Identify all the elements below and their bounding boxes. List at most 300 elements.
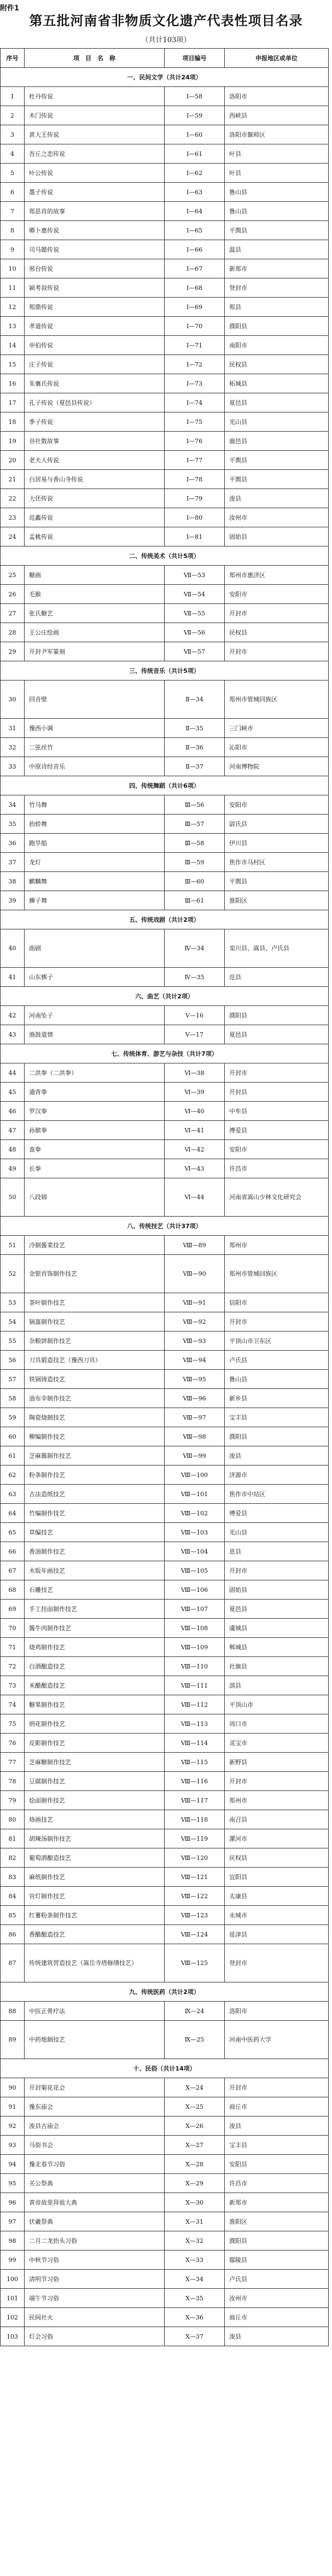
cell-region: 濮阳县: [225, 1006, 329, 1025]
cell-project-name: 柳编制作技艺: [25, 1427, 165, 1446]
cell-region: 新郑市: [225, 2193, 329, 2212]
cell-project-name: 查拳: [25, 1140, 165, 1159]
cell-region: 光山县: [225, 1523, 329, 1542]
table-row: [1, 1236, 329, 1255]
cell-region: 浚县: [225, 489, 329, 508]
table-row: [1, 585, 329, 604]
table-row: [1, 1485, 329, 1504]
cell-index: 38: [1, 872, 25, 891]
table-row: [1, 355, 329, 374]
cell-project-code: Ⅰ—67: [165, 259, 225, 278]
cell-index: 94: [1, 2155, 25, 2174]
cell-region: 开封市: [225, 1063, 329, 1083]
cell-index: 92: [1, 2116, 25, 2136]
cell-region: 卢氏县: [225, 2270, 329, 2289]
table-row: [1, 968, 329, 987]
cell-project-name: 冷制酱菜技艺: [25, 1236, 165, 1255]
cell-project-name: 皮影制作技艺: [25, 1734, 165, 1753]
cell-index: 64: [1, 1504, 25, 1523]
table-row: [1, 1331, 329, 1351]
cell-project-name: 孝道传说: [25, 317, 165, 336]
cell-region: 济源市: [225, 1466, 329, 1485]
heritage-list-table: [0, 48, 329, 2346]
cell-region: 太康县: [225, 1887, 329, 1906]
cell-project-name: 传统建筑营造技艺（嵩岳寺塔修缮技艺）: [25, 1944, 165, 1982]
cell-project-name: 芝麻糖制作技艺: [25, 1753, 165, 1772]
cell-project-name: 竹马舞: [25, 795, 165, 815]
table-row: [1, 1753, 329, 1772]
cell-project-code: Ⅲ—61: [165, 891, 225, 910]
section-heading-row: [1, 68, 329, 87]
cell-project-name: 长拳: [25, 1159, 165, 1178]
table-row: [1, 1370, 329, 1389]
cell-project-code: Ⅹ—25: [165, 2097, 225, 2116]
cell-region: 濮阳县: [225, 2231, 329, 2251]
cell-project-code: Ⅹ—30: [165, 2193, 225, 2212]
cell-index: 22: [1, 489, 25, 508]
cell-project-code: Ⅵ—42: [165, 1140, 225, 1159]
cell-project-name: 酱牛肉制作技艺: [25, 1619, 165, 1638]
cell-region: 宝丰县: [225, 2136, 329, 2155]
cell-index: 2: [1, 106, 25, 125]
cell-project-code: Ⅷ—125: [165, 1944, 225, 1982]
cell-region: 柘城县: [225, 374, 329, 393]
cell-index: 10: [1, 259, 25, 278]
cell-index: 88: [1, 2002, 25, 2021]
cell-index: 60: [1, 1427, 25, 1446]
cell-project-name: 茶叶制作技艺: [25, 1293, 165, 1312]
cell-project-name: 木门传说: [25, 106, 165, 125]
cell-project-name: 开封菊花花会: [25, 2078, 165, 2097]
cell-project-name: 司马懿传说: [25, 240, 165, 259]
cell-index: 44: [1, 1063, 25, 1083]
cell-region: 汝州市: [225, 2289, 329, 2308]
table-row: [1, 2289, 329, 2308]
cell-index: 91: [1, 2097, 25, 2116]
cell-index: 43: [1, 1025, 25, 1044]
table-row: [1, 489, 329, 508]
table-row: [1, 1714, 329, 1734]
cell-index: 75: [1, 1714, 25, 1734]
cell-index: 41: [1, 968, 25, 987]
cell-project-name: 二弦丝竹: [25, 738, 165, 757]
table-row: [1, 853, 329, 872]
cell-region: 博爱县: [225, 1121, 329, 1140]
cell-project-name: 草编技艺: [25, 1523, 165, 1542]
cell-region: 郸城县: [225, 1638, 329, 1657]
cell-index: 42: [1, 1006, 25, 1025]
cell-index: 76: [1, 1734, 25, 1753]
table-row: [1, 1944, 329, 1982]
table-row: [1, 1408, 329, 1427]
cell-region: 民权县: [225, 1848, 329, 1868]
cell-region: 焦作市中站区: [225, 1485, 329, 1504]
cell-region: 安阳市: [225, 1140, 329, 1159]
cell-project-code: Ⅷ—114: [165, 1734, 225, 1753]
cell-index: 8: [1, 221, 25, 240]
cell-region: 洛阳市: [225, 2002, 329, 2021]
cell-region: 宝丰县: [225, 1408, 329, 1427]
cell-index: 97: [1, 2212, 25, 2231]
cell-region: 商丘市: [225, 2097, 329, 2116]
table-row: [1, 1504, 329, 1523]
cell-project-name: 颍考叔传说: [25, 278, 165, 298]
table-row: [1, 1293, 329, 1312]
cell-project-name: 金银首饰制作技艺: [25, 1255, 165, 1293]
cell-index: 35: [1, 815, 25, 834]
table-row: [1, 2308, 329, 2327]
cell-index: 74: [1, 1695, 25, 1714]
cell-project-code: Ⅰ—59: [165, 106, 225, 125]
cell-region: 鲁山县: [225, 202, 329, 221]
cell-region: 安阳市: [225, 795, 329, 815]
table-row: [1, 2193, 329, 2212]
cell-region: 中牟县: [225, 1102, 329, 1121]
cell-region: 淇县: [225, 1676, 329, 1695]
cell-index: 67: [1, 1561, 25, 1580]
cell-project-code: Ⅰ—81: [165, 527, 225, 546]
cell-region: 灵宝市: [225, 1734, 329, 1753]
table-row: [1, 1734, 329, 1753]
cell-region: 浚县: [225, 1446, 329, 1466]
cell-project-name: 山东梆子: [25, 968, 165, 987]
cell-region: 永城市: [225, 1906, 329, 1925]
cell-project-code: Ⅹ—27: [165, 2136, 225, 2155]
cell-region: 平顶山市: [225, 1695, 329, 1714]
cell-region: 郑州市: [225, 1791, 329, 1810]
cell-region: 博爱县: [225, 1504, 329, 1523]
table-row: [1, 336, 329, 355]
cell-index: 14: [1, 336, 25, 355]
cell-project-name: 芝麻酱制作技艺: [25, 1446, 165, 1466]
cell-region: 汝州市: [225, 508, 329, 527]
cell-index: 15: [1, 355, 25, 374]
cell-project-code: Ⅷ—96: [165, 1389, 225, 1408]
table-row: [1, 891, 329, 910]
table-row: [1, 432, 329, 451]
cell-region: 洛阳市偃师区: [225, 125, 329, 144]
cell-index: 21: [1, 470, 25, 489]
cell-project-code: Ⅷ—95: [165, 1370, 225, 1389]
cell-project-code: Ⅷ—116: [165, 1772, 225, 1791]
table-row: [1, 872, 329, 891]
cell-project-code: Ⅰ—75: [165, 412, 225, 432]
table-row: [1, 1159, 329, 1178]
cell-index: 99: [1, 2251, 25, 2270]
cell-project-code: Ⅰ—61: [165, 144, 225, 164]
cell-index: 20: [1, 451, 25, 470]
cell-project-name: 粉条制作技艺: [25, 1466, 165, 1485]
cell-index: 69: [1, 1600, 25, 1619]
cell-project-code: Ⅰ—72: [165, 355, 225, 374]
cell-project-code: Ⅰ—58: [165, 87, 225, 106]
table-row: [1, 144, 329, 164]
cell-region: 南阳市: [225, 336, 329, 355]
cell-index: 33: [1, 757, 25, 776]
cell-region: 沁阳市: [225, 738, 329, 757]
cell-region: 商丘市: [225, 2308, 329, 2327]
table-row: [1, 1006, 329, 1025]
cell-project-name: 回音壁: [25, 681, 165, 719]
cell-project-name: 竹编制作技艺: [25, 1504, 165, 1523]
cell-project-name: 豫西小调: [25, 719, 165, 738]
cell-region: 开封市: [225, 604, 329, 623]
cell-region: 叶县: [225, 164, 329, 183]
section-heading-row: [1, 987, 329, 1006]
cell-project-code: Ⅷ—98: [165, 1427, 225, 1446]
cell-project-code: Ⅰ—66: [165, 240, 225, 259]
table-row: [1, 508, 329, 527]
cell-project-name: 二洪拳（二洪拳）: [25, 1063, 165, 1083]
cell-project-name: 郑思肖的故事: [25, 202, 165, 221]
cell-project-name: 孙膑拳: [25, 1121, 165, 1140]
table-row: [1, 2078, 329, 2097]
cell-project-name: 陶瓷烧制技艺: [25, 1408, 165, 1427]
section-heading: 六、曲艺（共计2项）: [1, 987, 329, 1006]
table-row: [1, 202, 329, 221]
cell-region: 郑州市管城回族区: [225, 1255, 329, 1293]
cell-project-name: 大伾传说: [25, 489, 165, 508]
cell-index: 100: [1, 2270, 25, 2289]
cell-project-name: 绢花制作技艺: [25, 1714, 165, 1734]
cell-region: 宜阳县: [225, 1868, 329, 1887]
cell-project-name: 曲剧: [25, 929, 165, 968]
table-row: [1, 1063, 329, 1083]
cell-project-code: Ⅷ—112: [165, 1695, 225, 1714]
cell-region: 濮阳县: [225, 1427, 329, 1446]
section-heading-row: [1, 2059, 329, 2078]
cell-project-code: Ⅷ—90: [165, 1255, 225, 1293]
cell-project-code: Ⅰ—76: [165, 432, 225, 451]
cell-project-code: Ⅵ—44: [165, 1178, 225, 1217]
section-heading: 五、传统戏剧（共计2项）: [1, 910, 329, 929]
cell-project-name: 墨子传说: [25, 183, 165, 202]
section-heading-row: [1, 546, 329, 566]
cell-region: 河南博物院: [225, 757, 329, 776]
table-row: [1, 1025, 329, 1044]
cell-index: 26: [1, 585, 25, 604]
cell-project-code: Ⅲ—59: [165, 853, 225, 872]
cell-project-name: 毛猴: [25, 585, 165, 604]
cell-index: 17: [1, 393, 25, 412]
cell-region: 濮阳县: [225, 317, 329, 336]
cell-index: 48: [1, 1140, 25, 1159]
cell-project-name: 谷社数故事: [25, 432, 165, 451]
table-row: [1, 929, 329, 968]
cell-region: 鲁山县: [225, 1370, 329, 1389]
cell-index: 37: [1, 853, 25, 872]
cell-index: 51: [1, 1236, 25, 1255]
cell-region: 夏邑县: [225, 393, 329, 412]
cell-project-code: Ⅸ—25: [165, 2021, 225, 2059]
cell-project-code: Ⅸ—24: [165, 2002, 225, 2021]
cell-project-name: 手工挂面制作技艺: [25, 1600, 165, 1619]
table-row: [1, 393, 329, 412]
cell-project-code: Ⅷ—120: [165, 1848, 225, 1868]
cell-project-name: 豫东庙会: [25, 2097, 165, 2116]
table-row: [1, 1600, 329, 1619]
cell-index: 65: [1, 1523, 25, 1542]
cell-index: 81: [1, 1829, 25, 1848]
cell-project-name: 马街书会: [25, 2136, 165, 2155]
cell-index: 28: [1, 623, 25, 642]
cell-index: 31: [1, 719, 25, 738]
cell-project-name: 跑旱船: [25, 834, 165, 853]
cell-index: 72: [1, 1657, 25, 1676]
cell-project-code: Ⅷ—115: [165, 1753, 225, 1772]
cell-region: 叶县: [225, 144, 329, 164]
cell-project-name: 中医正骨疗法: [25, 2002, 165, 2021]
table-row: [1, 1638, 329, 1657]
cell-index: 23: [1, 508, 25, 527]
cell-index: 98: [1, 2231, 25, 2251]
cell-region: 西峡县: [225, 106, 329, 125]
cell-region: 民权县: [225, 623, 329, 642]
cell-project-code: Ⅷ—106: [165, 1580, 225, 1600]
cell-project-code: Ⅵ—41: [165, 1121, 225, 1140]
cell-index: 30: [1, 681, 25, 719]
cell-index: 46: [1, 1102, 25, 1121]
table-row: [1, 1791, 329, 1810]
cell-region: 开封市: [225, 1772, 329, 1791]
cell-project-code: Ⅷ—103: [165, 1523, 225, 1542]
table-row: [1, 1255, 329, 1293]
cell-project-name: 石雕技艺: [25, 1580, 165, 1600]
cell-index: 82: [1, 1848, 25, 1868]
cell-project-name: 罗汉拳: [25, 1102, 165, 1121]
cell-index: 56: [1, 1351, 25, 1370]
cell-index: 83: [1, 1868, 25, 1887]
cell-project-name: 河南坠子: [25, 1006, 165, 1025]
table-row: [1, 1906, 329, 1925]
table-row: [1, 527, 329, 546]
cell-region: 固始县: [225, 527, 329, 546]
cell-project-code: Ⅹ—24: [165, 2078, 225, 2097]
section-heading: 九、传统医药（共计2项）: [1, 1982, 329, 2002]
cell-region: 开封市: [225, 2078, 329, 2097]
cell-project-code: Ⅷ—117: [165, 1791, 225, 1810]
cell-project-code: Ⅵ—40: [165, 1102, 225, 1121]
cell-region: 平舆县: [225, 221, 329, 240]
table-row: [1, 1140, 329, 1159]
table-row: [1, 240, 329, 259]
table-row: [1, 1102, 329, 1121]
cell-index: 84: [1, 1887, 25, 1906]
cell-project-code: Ⅷ—123: [165, 1906, 225, 1925]
table-row: [1, 125, 329, 144]
column-header-index: 序号: [1, 49, 25, 68]
cell-region: 鹿邑县: [225, 432, 329, 451]
cell-project-code: Ⅳ—35: [165, 968, 225, 987]
cell-index: 90: [1, 2078, 25, 2097]
column-header-region: 申报地区或单位: [225, 49, 329, 68]
cell-project-code: Ⅷ—93: [165, 1331, 225, 1351]
cell-project-name: 关公祭典: [25, 2174, 165, 2193]
cell-project-name: 烧鸡制作技艺: [25, 1638, 165, 1657]
cell-index: 11: [1, 278, 25, 298]
table-row: [1, 183, 329, 202]
table-row: [1, 642, 329, 661]
cell-project-code: Ⅷ—111: [165, 1676, 225, 1695]
table-row: [1, 1427, 329, 1446]
cell-project-code: Ⅹ—35: [165, 2289, 225, 2308]
cell-project-code: Ⅹ—26: [165, 2116, 225, 2136]
cell-project-name: 刀具锻造技艺（豫西刀具）: [25, 1351, 165, 1370]
cell-project-code: Ⅰ—60: [165, 125, 225, 144]
cell-project-name: 中原诗经音乐: [25, 757, 165, 776]
cell-project-name: 季子传说: [25, 412, 165, 432]
cell-index: 27: [1, 604, 25, 623]
cell-project-code: Ⅹ—33: [165, 2251, 225, 2270]
table-row: [1, 2174, 329, 2193]
cell-index: 52: [1, 1255, 25, 1293]
cell-region: 鄢陵县: [225, 2251, 329, 2270]
cell-project-code: Ⅷ—109: [165, 1638, 225, 1657]
cell-index: 13: [1, 317, 25, 336]
table-row: [1, 1810, 329, 1829]
cell-project-name: 宫灯制作技艺: [25, 1887, 165, 1906]
cell-index: 80: [1, 1810, 25, 1829]
cell-project-code: Ⅷ—94: [165, 1351, 225, 1370]
cell-index: 66: [1, 1542, 25, 1561]
cell-region: 息县: [225, 1542, 329, 1561]
cell-region: 固始县: [225, 1580, 329, 1600]
cell-index: 96: [1, 2193, 25, 2212]
cell-project-code: Ⅷ—108: [165, 1619, 225, 1638]
cell-index: 7: [1, 202, 25, 221]
cell-region: 夏邑县: [225, 1600, 329, 1619]
table-row: [1, 2136, 329, 2155]
cell-region: 尉氏县: [225, 815, 329, 834]
cell-index: 89: [1, 2021, 25, 2059]
cell-project-code: Ⅷ—105: [165, 1561, 225, 1580]
cell-project-name: 油布伞制作技艺: [25, 1389, 165, 1408]
cell-project-code: Ⅰ—62: [165, 164, 225, 183]
cell-project-name: 张氏糖艺: [25, 604, 165, 623]
cell-project-name: 中秋节习俗: [25, 2251, 165, 2270]
cell-project-code: Ⅲ—57: [165, 815, 225, 834]
table-row: [1, 2212, 329, 2231]
table-row: [1, 1351, 329, 1370]
cell-index: 87: [1, 1944, 25, 1982]
cell-project-code: Ⅰ—71: [165, 336, 225, 355]
cell-project-name: 糖果制作技艺: [25, 1695, 165, 1714]
cell-index: 18: [1, 412, 25, 432]
cell-project-code: Ⅲ—56: [165, 795, 225, 815]
cell-project-code: Ⅷ—119: [165, 1829, 225, 1848]
table-row: [1, 719, 329, 738]
cell-project-code: Ⅵ—39: [165, 1083, 225, 1102]
cell-index: 47: [1, 1121, 25, 1140]
cell-project-name: 吾丘之恋传说: [25, 144, 165, 164]
table-row: [1, 298, 329, 317]
cell-project-code: Ⅹ—28: [165, 2155, 225, 2174]
table-row: [1, 757, 329, 776]
cell-region: 开封市: [225, 642, 329, 661]
cell-project-name: 狮子舞: [25, 891, 165, 910]
cell-project-code: Ⅲ—60: [165, 872, 225, 891]
section-heading-row: [1, 1982, 329, 2002]
cell-project-code: Ⅹ—31: [165, 2212, 225, 2231]
table-row: [1, 2002, 329, 2021]
cell-project-name: 香油制作技艺: [25, 1542, 165, 1561]
table-row: [1, 738, 329, 757]
table-row: [1, 87, 329, 106]
cell-project-name: 杂粮饼制作技艺: [25, 1331, 165, 1351]
page-subtitle: （共计103项）: [141, 36, 191, 44]
table-row: [1, 221, 329, 240]
column-header-code: 项目编号: [165, 49, 225, 68]
